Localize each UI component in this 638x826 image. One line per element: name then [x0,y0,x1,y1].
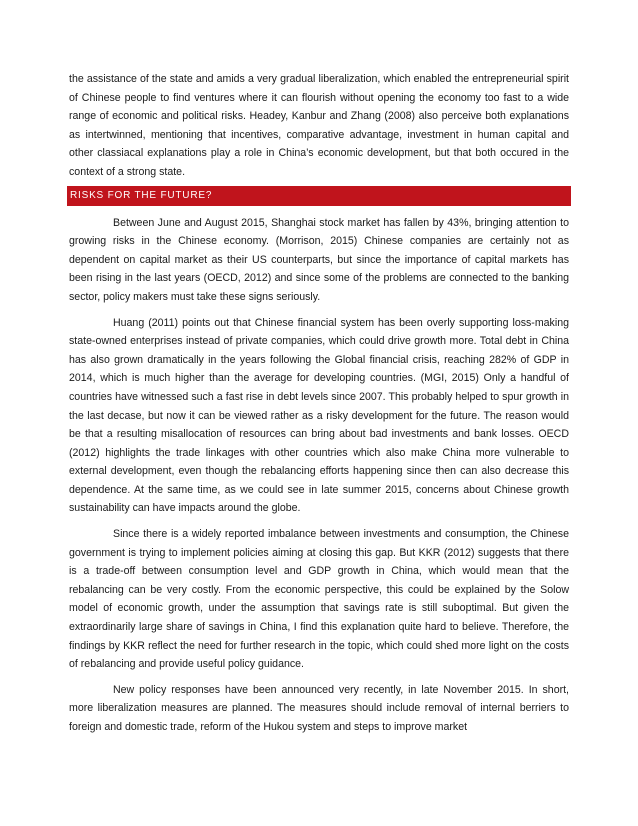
intro-paragraph: the assistance of the state and amids a very gradual liberalization, which enabled the entrepreneurial spirit of Chinese people to find ventures where it can flourish without opening the economy too fast to a wide range of economic and political risks. Headey, Kanbur and Zhang (2008) also perceive both explanations as intertwinned, mentioning that incentives, comparative advantage, investment in human capital and other classiacal explanations play a role in China’s economic development, but that both occured in the context of a strong state. [69,73,569,178]
section-heading: RISKS FOR THE FUTURE? [67,186,571,206]
paragraph-financial-system: Huang (2011) points out that Chinese financial system has been overly supporting loss-making state-owned enterprises instead of private companies, which could drive growth more. Total debt in China has also grown dramatically in the years following the Global financial crisis, reaching 282% of GDP in 2014, which is much higher than the average for developing countries. (MGI, 2015) Only a handful of countries have witnessed such a fast rise in debt levels since 2007. This probably helped to spur growth in the last decase, but now it can be viewed rather as a risky development for the future. The reason would be that a resulting misallocation of resources can bring about bad investments and bank losses. OECD (2012) highlights the trade linkages with other countries which also make China more vulnerable to external development, even though the rebalancing efforts happening since then can also decrease this dependence. At the same time, as we could see in late summer 2015, concerns about Chinese growth sustainability can have impacts around the globe. [69,316,569,515]
paragraph-rebalancing: Since there is a widely reported imbalance between investments and consumption, the Chinese government is trying to implement policies aiming at closing this gap. But KKR (2012) suggests that there is a trade-off between consumption level and GDP growth in China, which would mean that the rebalancing can be very costly. From the economic perspective, this could be explained by the Solow model of economic growth, under the assumption that savings rate is still suboptimal. But given the extraordinarily large share of savings in China, I find this explanation quite hard to believe. Therefore, the findings by KKR reflect the need for further research in the topic, which could shed more light on the costs of rebalancing and provide useful policy guidance. [69,528,569,671]
paragraph-stock-market: Between June and August 2015, Shanghai stock market has fallen by 43%, bringing attention to growing risks in the Chinese economy. (Morrison, 2015) Chinese companies are certainly not as dependent on capital market as their US counterparts, but since the importance of capital markets has been rising in the last years (OECD, 2012) and since some of the problems are connected to the banking sector, policy makers must take these signs seriously. [69,216,569,303]
paragraph-policy-responses: New policy responses have been announced very recently, in late November 2015. In short, more liberalization measures are planned. The measures should include removal of internal berriers to foreign and domestic trade, reform of the Hukou system and steps to improve market [69,683,569,733]
document-body [69,70,569,744]
